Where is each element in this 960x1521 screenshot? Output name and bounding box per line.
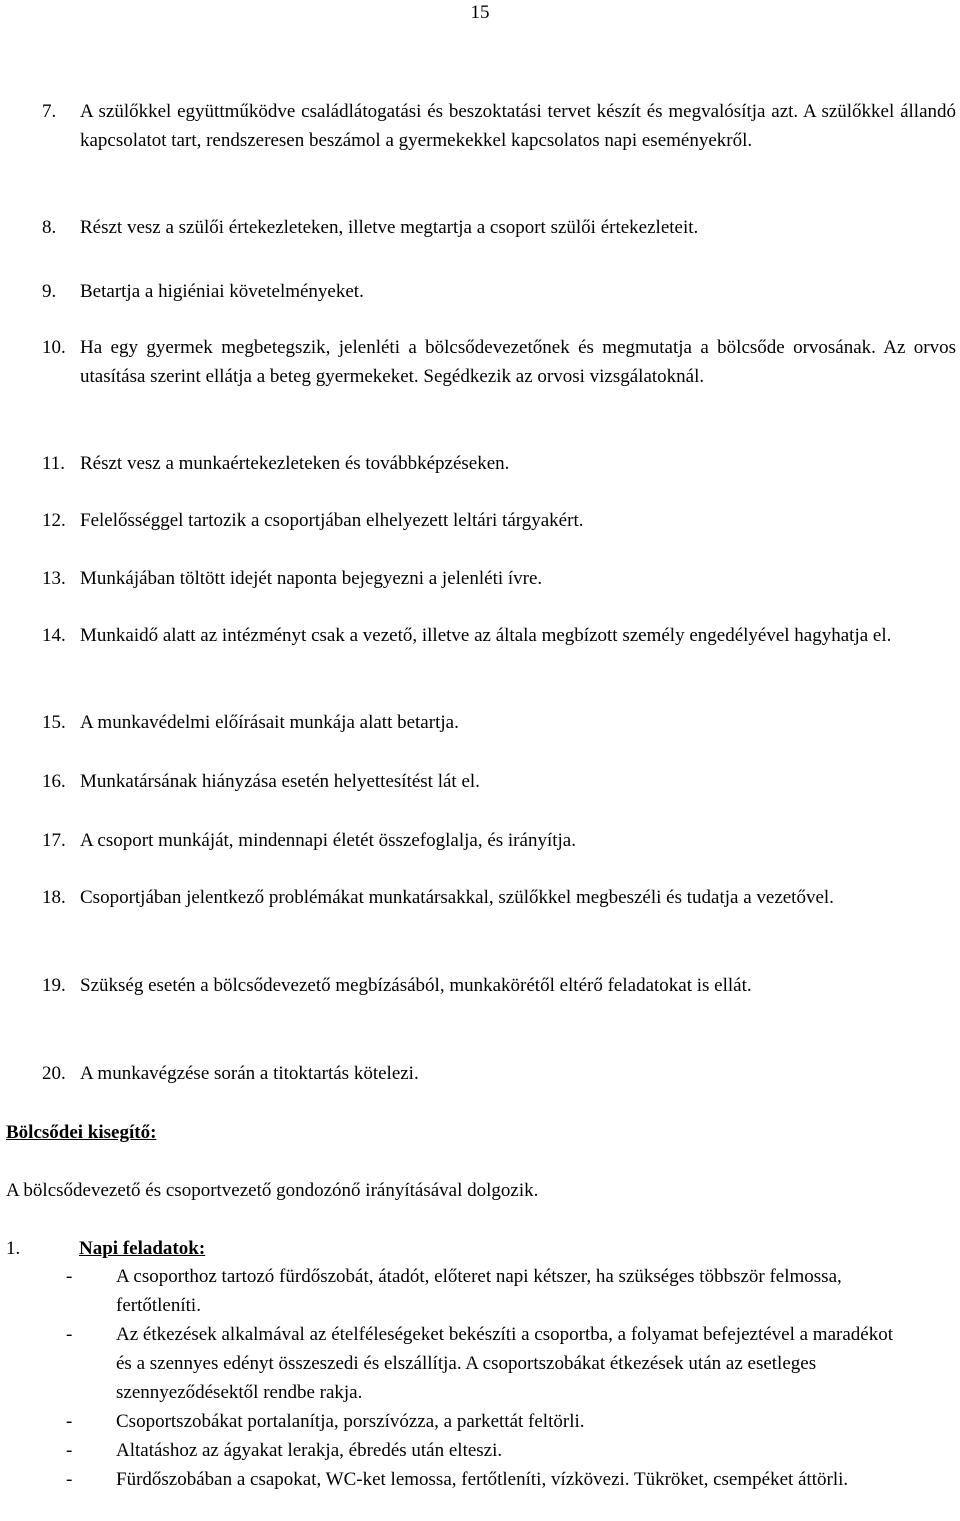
item-text: Szükség esetén a bölcsődevezető megbízásából, munkakörétől eltérő feladatokat is ellát. — [80, 975, 752, 996]
item-text: Részt vesz a munkaértekezleteken és továbbképzéseken. — [80, 453, 510, 474]
item-text: Részt vesz a szülői értekezleteken, illetve megtartja a csoport szülői értekezleteit. — [80, 217, 699, 238]
item-number: 11. — [42, 453, 66, 474]
task-list — [66, 1262, 896, 1494]
list-item — [42, 449, 956, 478]
item-text: Munkaidő alatt az intézményt csak a vezető, illetve az általa megbízott személy engedélyével hagyhatja el. — [80, 625, 892, 646]
bullet-dash: - — [66, 1411, 73, 1432]
item-text: A csoport munkáját, mindennapi életét összefoglalja, és irányítja. — [80, 830, 576, 851]
subsection-number: 1. — [6, 1238, 21, 1259]
item-text: Betartja a higiéniai követelményeket. — [80, 281, 364, 302]
item-number: 20. — [42, 1063, 66, 1084]
list-item — [42, 1059, 956, 1088]
item-number: 9. — [42, 281, 57, 302]
bullet-dash: - — [66, 1469, 73, 1490]
bullet-dash: - — [66, 1440, 73, 1461]
subsection-title: Napi feladatok: — [79, 1238, 206, 1259]
item-number: 17. — [42, 830, 66, 851]
item-text: Felelősséggel tartozik a csoportjában elhelyezett leltári tárgyakért. — [80, 510, 584, 531]
list-item — [42, 564, 956, 593]
list-item — [42, 708, 956, 737]
task-text: Fürdőszobában a csapokat, WC-ket lemossa, fertőtleníti, vízkövezi. Tükröket, csempéket áttörli. — [116, 1469, 849, 1490]
task-item — [66, 1407, 896, 1436]
item-number: 19. — [42, 975, 66, 996]
item-text: A munkavégzése során a titoktartás kötelezi. — [80, 1063, 419, 1084]
task-text: Csoportszobákat portalanítja, porszívózza, a parkettát feltörli. — [116, 1411, 585, 1432]
item-text: A munkavédelmi előírásait munkája alatt betartja. — [80, 712, 459, 733]
item-number: 7. — [42, 101, 57, 122]
item-number: 14. — [42, 625, 66, 646]
task-text: Az étkezések alkalmával az ételféleségeket bekészíti a csoportba, a folyamat befejeztével a maradékot és a szennyes edényt összeszedi és elszállítja. A csoportszobákat étkezések után az esetleges szennyeződésektől rendbe rakja. — [116, 1324, 893, 1403]
item-number: 13. — [42, 568, 66, 589]
task-item — [66, 1436, 896, 1465]
task-item — [66, 1320, 896, 1407]
item-number: 10. — [42, 337, 66, 358]
list-item — [42, 883, 956, 912]
item-number: 12. — [42, 510, 66, 531]
list-item — [42, 767, 956, 796]
section-heading: Bölcsődei kisegítő: — [6, 1122, 157, 1143]
item-text: Munkájában töltött idejét naponta bejegyezni a jelenléti ívre. — [80, 568, 543, 589]
item-number: 8. — [42, 217, 57, 238]
list-item — [42, 333, 956, 391]
page-number: 15 — [470, 2, 490, 23]
task-text: A csoporthoz tartozó fürdőszobát, átadót, előteret napi kétszer, ha szükséges többször felmossa, fertőtleníti. — [116, 1266, 842, 1316]
task-item — [66, 1465, 896, 1494]
item-number: 16. — [42, 771, 66, 792]
list-item — [42, 506, 956, 535]
item-number: 15. — [42, 712, 66, 733]
item-text: Munkatársának hiányzása esetén helyettesítést lát el. — [80, 771, 480, 792]
item-text: Ha egy gyermek megbetegszik, jelenléti a bölcsődevezetőnek és megmutatja a bölcsőde orvosának. Az orvos utasítása szerint ellátja a beteg gyermekeket. Segédkezik az orvosi vizsgálatoknál. — [80, 337, 956, 387]
list-item — [42, 621, 956, 650]
item-text: Csoportjában jelentkező problémákat munkatársakkal, szülőkkel megbeszéli és tudatja a vezetővel. — [80, 887, 834, 908]
item-text: A szülőkkel együttműködve családlátogatási és beszoktatási tervet készít és megvalósítja azt. A szülőkkel állandó kapcsolatot tart, rendszeresen beszámol a gyermekekkel kapcsolatos napi eseményekről. — [80, 101, 956, 151]
list-item — [42, 97, 956, 155]
list-item — [42, 971, 956, 1000]
list-item — [42, 213, 956, 242]
intro-text: A bölcsődevezető és csoportvezető gondozónő irányításával dolgozik. — [6, 1180, 539, 1201]
task-text: Altatáshoz az ágyakat lerakja, ébredés után elteszi. — [116, 1440, 503, 1461]
list-item — [42, 277, 956, 306]
list-item — [42, 826, 956, 855]
bullet-dash: - — [66, 1266, 73, 1287]
bullet-dash: - — [66, 1324, 73, 1345]
task-item — [66, 1262, 896, 1320]
item-number: 18. — [42, 887, 66, 908]
